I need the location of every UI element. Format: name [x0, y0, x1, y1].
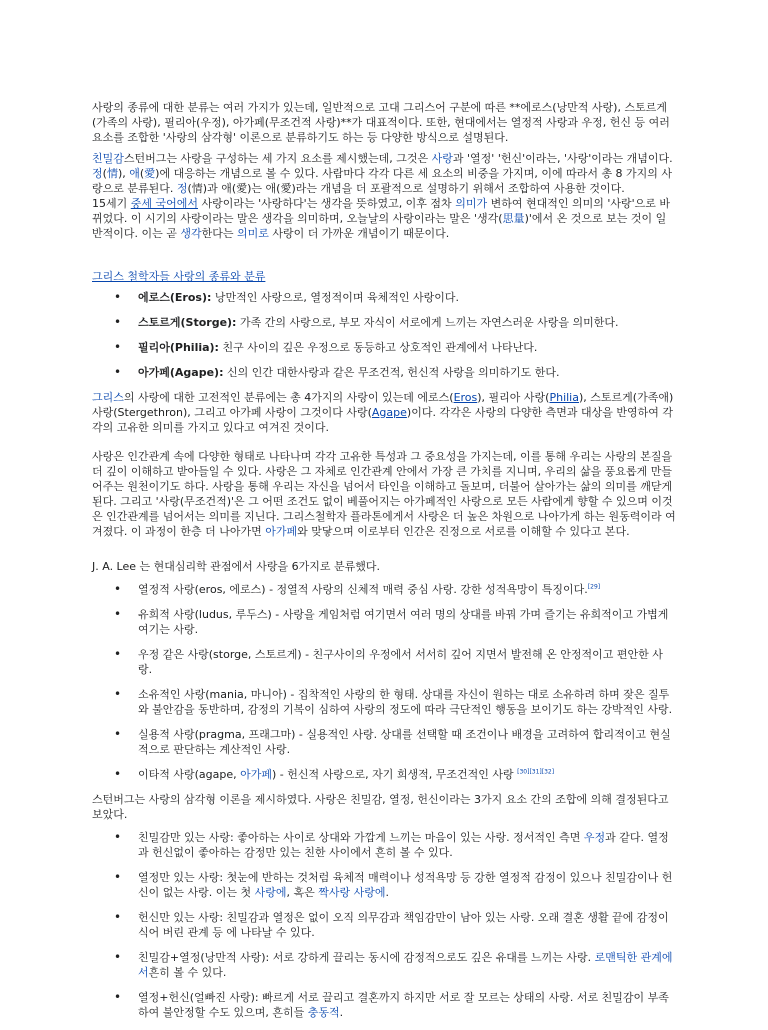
- intro-paragraph: 사랑의 종류에 대한 분류는 여러 가지가 있는데, 일반적으로 고대 그리스어 구분에 따른 **에로스(낭만적 사랑), 스토르게(가족의 사랑), 필리아(우정), 아가페(무조건적 사랑)**가 대표적이다. 또한, 현대에서는 열정적 사랑과 우정, 헌신 등 여러 요소를 조합한 '사랑의 삼각형' 이론으로 분류하기도 하는 등 다양한 방식으로 설명된다.: [92, 101, 670, 144]
- link-greece[interactable]: 그리스: [92, 391, 124, 404]
- link-jeong-hanja[interactable]: 情: [106, 167, 118, 180]
- link-romantic[interactable]: 로맨틱한 관계에서: [138, 951, 673, 979]
- link-jeong-2[interactable]: 정: [176, 182, 188, 195]
- list-item: • 열정만 있는 사랑: 첫눈에 반하는 것처럼 육체적 매력이나 성적욕망 등 강한 열정적 감정이 있으나 친밀감이나 헌신이 없는 사랑. 이는 첫 사랑에, 혹은 짝사랑 사랑에.: [138, 870, 676, 900]
- love-essay-paragraph: 사랑은 인간관계 속에 다양한 형태로 나타나며 각각 고유한 특성과 그 중요성을 가지는데, 이를 통해 우리는 사랑의 본질을 더 깊이 이해하고 받아들일 수 있다. 사랑은 그 자체로 인간관계 안에서 가장 큰 가치를 지니며, 우리의 삶을 풍요롭게 만들어주는 원천이기도 하다. 사랑을 통해 우리는 자신을 넘어서 타인을 이해하고 돌보며, 더불어 살아가는 삶의 의미를 깨닫게 된다. 그리고 '사랑(무조건적)'은 그 어떤 조건도 없이 베풀어지는 아가페적인 사랑으로 모든 사람에게 향할 수 있으며 이것은 인간관계를 넘어서는 의미를 지닌다. 그리스철학자 플라톤에게서 사랑은 더 높은 차원으로 나아가게 하는 원동력이라 여겨졌다. 이 과정이 한층 더 나아가면 아가페와 맞닿으며 이로부터 인간은 진정으로 서로를 이해할 수 있다고 본다.: [92, 450, 676, 538]
- list-item: • 실용적 사랑(pragma, 프래그마) - 실용적인 사랑. 상대를 선택할 때 조건이나 배경을 고려하여 합리적이고 현실적으로 판단하는 계산적인 사랑.: [138, 727, 676, 757]
- link-crush[interactable]: 짝사랑 사랑에: [318, 886, 386, 899]
- link-thought[interactable]: 생각: [180, 227, 202, 240]
- citation-link[interactable]: [29]: [587, 583, 601, 591]
- greek-classification-paragraph: 그리스의 사랑에 대한 고전적인 분류에는 총 4가지의 사랑이 있는데 에로스(Eros), 필리아 사랑(Philia), 스토르게(가족애) 사랑(Stergethron), 그리고 아가페 사랑이 그것이다 사랑(Agape)이다. 각각은 사랑의 다양한 측면과 대상을 반영하여 각각의 고유한 의미를 가지고 있다고 여겨진 것이다.: [92, 391, 674, 434]
- link-philia[interactable]: Philia: [549, 391, 579, 404]
- link-ae[interactable]: 애: [129, 167, 140, 180]
- list-item: • 스토르게(Storge): 가족 간의 사랑으로, 부모 자식이 서로에게 느끼는 자연스러운 사랑을 의미한다.: [138, 315, 676, 330]
- list-item: • 열정적 사랑(eros, 에로스) - 정열적 사랑의 신체적 매력 중심 사랑. 강한 성적욕망이 특징이다.[29]: [138, 582, 676, 597]
- link-agape-2[interactable]: 아가페: [265, 525, 298, 538]
- link-ae-hanja[interactable]: 愛: [144, 167, 156, 180]
- article-body: [92, 100, 676, 1030]
- list-item: • 열정+헌신(얼빠진 사랑): 빠르게 서로 끌리고 결혼까지 하지만 서로 잘 모르는 상태의 사랑. 서로 친밀감이 부족하여 불안정할 수도 있으며, 흔히들 충동적.: [138, 990, 676, 1020]
- lee-love-list: [92, 582, 676, 782]
- link-middle-korean[interactable]: 중세 국어에서: [130, 197, 199, 210]
- section-heading-link[interactable]: 그리스 철학자들 사랑의 종류와 분류: [92, 270, 266, 283]
- list-item: • 소유적인 사랑(mania, 마니아) - 집착적인 사랑의 한 형태. 상대를 자신이 원하는 대로 소유하려 하며 잦은 질투와 불안감을 동반하며, 감정의 기복이 심하여 사랑의 정도에 따라 극단적인 행동을 보이기도 하는 강박적인 사랑.: [138, 687, 676, 717]
- list-item: • 유희적 사랑(ludus, 루두스) - 사랑을 게임처럼 여기면서 여러 명의 상대를 바꿔 가며 즐기는 유희적이고 가볍게 여기는 사랑.: [138, 607, 676, 637]
- citation-link[interactable]: [30][31][32]: [517, 768, 555, 776]
- link-meaning[interactable]: 의미가: [455, 197, 488, 210]
- list-item: • 친밀감만 있는 사랑: 좋아하는 사이로 상대와 가깝게 느끼는 마음이 있는 사랑. 정서적인 측면 우정과 같다. 열정과 헌신없이 좋아하는 감정만 있는 친한 사이에서 흔히 볼 수 있다.: [138, 830, 676, 860]
- greek-love-list: [92, 290, 676, 380]
- link-love[interactable]: 사랑: [431, 152, 453, 165]
- list-item: • 우정 같은 사랑(storge, 스토르게) - 친구사이의 우정에서 서서히 깊어 지면서 발전해 온 안정적이고 편안한 사랑.: [138, 647, 676, 677]
- lee-intro-paragraph: J. A. Lee 는 현대심리학 관점에서 사랑을 6가지로 분류했다.: [92, 560, 381, 573]
- link-meaning-2[interactable]: 의미로: [237, 227, 269, 240]
- list-item: • 아가페(Agape): 신의 인간 대한사랑과 같은 무조건적, 헌신적 사랑을 의미하기도 한다.: [138, 365, 676, 380]
- link-jeong[interactable]: 정: [92, 167, 103, 180]
- link-impulsive[interactable]: 충동적: [307, 1006, 340, 1019]
- link-first-love[interactable]: 사랑에: [254, 886, 287, 899]
- link-sternberg[interactable]: 친밀감: [92, 152, 124, 165]
- link-friendship[interactable]: 우정: [583, 831, 606, 844]
- link-agape[interactable]: Agape: [371, 406, 407, 419]
- link-sarang-hanja[interactable]: 思量: [502, 212, 525, 225]
- list-item: • 이타적 사랑(agape, 아가페) - 헌신적 사랑으로, 자기 희생적, 무조건적인 사랑 [30][31][32]: [138, 767, 676, 782]
- triangle-theory-paragraph: 스턴버그는 사랑의 삼각형 이론을 제시하였다. 사랑은 친밀감, 열정, 헌신이라는 3가지 요소 간의 조합에 의해 결정된다고 보았다.: [92, 793, 669, 821]
- list-item: • 헌신만 있는 사랑: 친밀감과 열정은 없이 오직 의무감과 책임감만이 남아 있는 사랑. 오래 결혼 생활 끝에 감정이 식어 버린 관계 등 에 나타날 수 있다.: [138, 910, 676, 940]
- link-agape-3[interactable]: 아가페: [240, 768, 273, 781]
- list-item: • 에로스(Eros): 낭만적인 사랑으로, 열정적이며 육체적인 사랑이다.: [138, 290, 676, 305]
- etymology-paragraph: 15세기 중세 국어에서 사랑이라는 '사랑하다'는 생각을 뜻하였고, 이후 점차 의미가 변하여 현대적인 의미의 '사랑'으로 바뀌었다. 이 시기의 사랑이라는 말은 생각을 의미하며, 오늘날의 사랑이라는 말은 '생각(思量)'에서 온 것으로 보는 것이 일반적이다. 이는 곧 생각한다는 의미로 사랑이 더 가까운 개념이기 때문이다.: [92, 197, 670, 240]
- sternberg-paragraph: 친밀감스턴버그는 사랑을 구성하는 세 가지 요소를 제시했는데, 그것은 사랑과 '열정' '헌신'이라는, '사랑'이라는 개념이다. 정(情), 애(愛)에 대응하는 개념으로 볼 수 있다. 사람마다 각각 다른 세 요소의 비중을 가지며, 이에 따라서 총 8 가지의 사랑으로 분류된다. 정(情)과 애(愛)는 애(愛)라는 개념을 더 포괄적으로 설명하기 위해서 조합하여 사용한 것이다.: [92, 152, 673, 195]
- link-eros[interactable]: Eros: [453, 391, 478, 404]
- triangle-love-list: [92, 830, 676, 1020]
- list-item: • 친밀감+열정(낭만적 사랑): 서로 강하게 끌리는 동시에 감정적으로도 깊은 유대를 느끼는 사랑. 로맨틱한 관계에서흔히 볼 수 있다.: [138, 950, 676, 980]
- list-item: • 필리아(Philia): 친구 사이의 깊은 우정으로 동등하고 상호적인 관계에서 나타난다.: [138, 340, 676, 355]
